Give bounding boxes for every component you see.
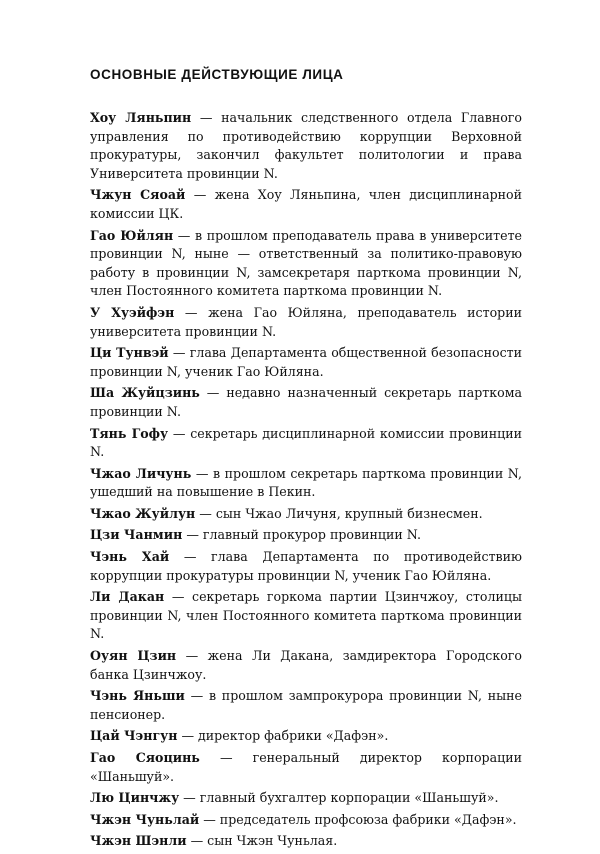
- character-entry: [90, 548, 522, 585]
- character-entry: [90, 109, 522, 183]
- character-name: Гао Сяоцинь: [90, 750, 200, 765]
- character-entry: [90, 789, 522, 808]
- character-description: — в прошлом преподаватель права в университете провинции N, ныне — ответственный за политико-правовую работу в провинции N, замсекретаря парткома провинции N, член Постоянного комитета парткома провинции N.: [90, 227, 522, 299]
- character-entry: [90, 811, 522, 830]
- character-name: Чжао Личунь: [90, 465, 192, 481]
- character-entry: [90, 227, 522, 301]
- character-name: Тянь Гофу: [90, 425, 169, 441]
- character-entry: [90, 832, 522, 851]
- character-entry: [90, 505, 522, 524]
- character-name: У Хуэйфэн: [90, 304, 175, 320]
- character-description: — глава Департамента по противодействию коррупции прокуратуры провинции N, ученик Гао Юйляна.: [90, 549, 522, 583]
- character-description: — в прошлом зампрокурора провинции N, ныне пенсионер.: [90, 688, 522, 722]
- character-entry: [90, 465, 522, 502]
- character-description: — сын Чжао Личуня, крупный бизнесмен.: [195, 505, 483, 521]
- character-description: — в прошлом секретарь парткома провинции N, ушедший на повышение в Пекин.: [90, 465, 522, 500]
- character-name: Цай Чэнгун: [90, 728, 178, 744]
- character-entry: [90, 186, 522, 223]
- character-entry: [90, 727, 522, 746]
- page: [90, 66, 522, 854]
- character-name: Чжэн Чуньлай: [90, 811, 200, 827]
- character-description: — главный бухгалтер корпорации «Шаньшуй».: [179, 790, 499, 806]
- character-description: — секретарь дисциплинарной комиссии провинции N.: [90, 425, 522, 460]
- character-name: Цзи Чанмин: [90, 527, 183, 543]
- character-entry: [90, 304, 522, 341]
- character-entry: [90, 526, 522, 545]
- character-name: Хоу Ляньпин: [90, 110, 192, 125]
- character-entry: [90, 749, 522, 786]
- character-description: — председатель профсоюза фабрики «Дафэн».: [199, 811, 517, 827]
- page-heading: ОСНОВНЫЕ ДЕЙСТВУЮЩИЕ ЛИЦА: [90, 67, 344, 82]
- character-name: Гао Юйлян: [90, 227, 174, 243]
- character-name: Чэнь Яньши: [90, 688, 185, 704]
- character-name: Ци Тунвэй: [90, 345, 169, 361]
- character-name: Чэнь Хай: [90, 549, 170, 565]
- character-name: Ша Жуйцзинь: [90, 385, 200, 401]
- character-entry: [90, 647, 522, 684]
- character-name: Чжун Сяоай: [90, 187, 186, 203]
- character-description: — жена Гао Юйляна, преподаватель истории университета провинции N.: [90, 304, 522, 339]
- character-entry: [90, 425, 522, 462]
- character-description: — жена Ли Дакана, замдиректора Городского банка Цзинчжоу.: [90, 648, 522, 682]
- character-description: — жена Хоу Ляньпина, член дисциплинарной комиссии ЦК.: [90, 187, 523, 221]
- character-name: Чжэн Шэнли: [90, 833, 187, 849]
- character-name: Ли Дакан: [90, 589, 165, 605]
- character-description: — начальник следственного отдела Главного управления по противодействию коррупции Верховной прокуратуры, закончил факультет политологии и права Университета провинции N.: [90, 110, 522, 181]
- character-name: Чжао Жуйлун: [90, 505, 196, 521]
- character-list: [90, 109, 522, 851]
- character-description: — главный прокурор провинции N.: [182, 527, 421, 543]
- character-entry: [90, 384, 522, 421]
- character-name: Лю Цинчжу: [90, 790, 180, 806]
- character-description: — генеральный директор корпорации «Шаньшуй».: [90, 750, 522, 784]
- character-description: — секретарь горкома партии Цзинчжоу, столицы провинции N, член Постоянного комитета парткома провинции N.: [90, 589, 523, 642]
- character-entry: [90, 588, 522, 644]
- character-name: Оуян Цзин: [90, 648, 177, 664]
- character-description: — директор фабрики «Дафэн».: [177, 728, 389, 744]
- character-description: — глава Департамента общественной безопасности провинции N, ученик Гао Юйляна.: [90, 345, 522, 379]
- character-description: — недавно назначенный секретарь парткома провинции N.: [90, 385, 522, 419]
- character-entry: [90, 344, 522, 381]
- character-description: — сын Чжэн Чуньлая.: [186, 833, 338, 849]
- character-entry: [90, 687, 522, 724]
